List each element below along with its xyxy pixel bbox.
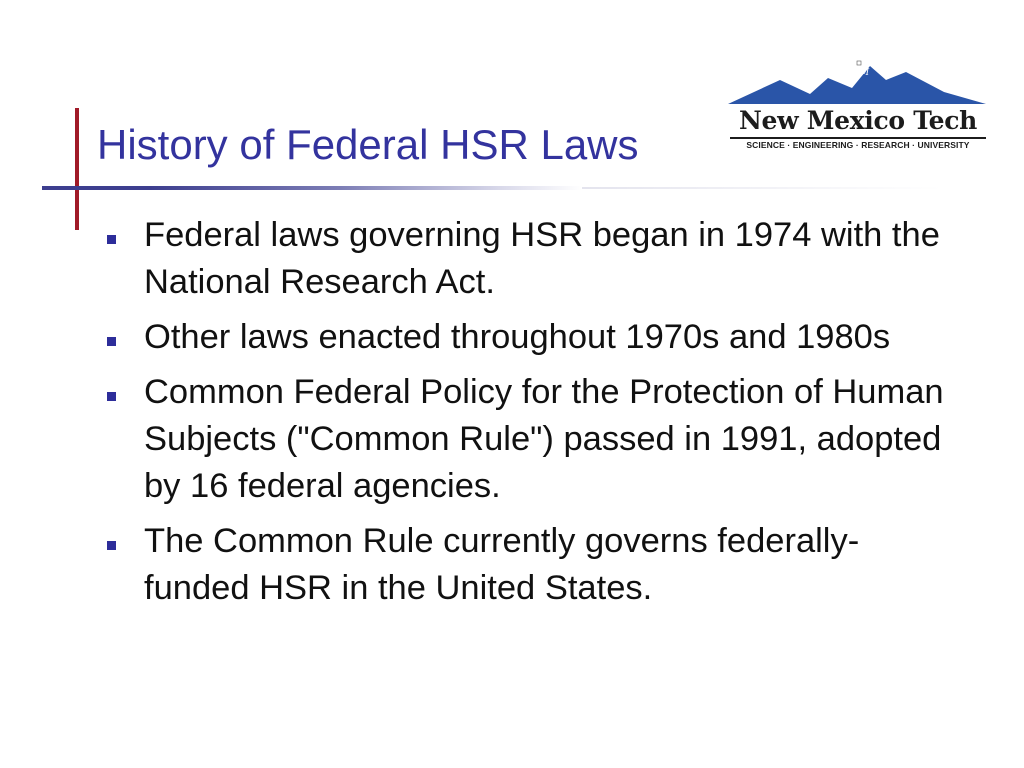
mountains-emblem [724,58,990,110]
square-bullet-icon [107,235,116,244]
accent-vertical-line [75,108,79,230]
logo-tagline: SCIENCE · ENGINEERING · RESEARCH · UNIVERSITY [746,140,970,150]
bullet-text: The Common Rule currently governs federally-funded HSR in the United States. [144,522,860,607]
accent-horizontal-line [42,186,582,190]
logo-divider [730,137,986,139]
square-bullet-icon [107,337,116,346]
bullet-item [100,518,960,612]
bullet-list [100,212,960,620]
logo-name: New Mexico Tech [738,106,978,135]
square-bullet-icon [107,392,116,401]
bullet-item [100,314,960,361]
svg-text:M: M [860,68,870,78]
accent-horizontal-fade [582,187,942,189]
slide-title: History of Federal HSR Laws [97,121,639,168]
square-bullet-icon [107,541,116,550]
bullet-item [100,212,960,306]
bullet-text: Other laws enacted throughout 1970s and 1980s [144,318,891,356]
new-mexico-tech-logo [724,58,990,154]
bullet-text: Federal laws governing HSR began in 1974 with the National Research Act. [144,216,940,301]
bullet-item [100,369,960,510]
bullet-text: Common Federal Policy for the Protection of Human Subjects ("Common Rule") passed in 1991, adopted by 16 federal agencies. [144,373,944,505]
